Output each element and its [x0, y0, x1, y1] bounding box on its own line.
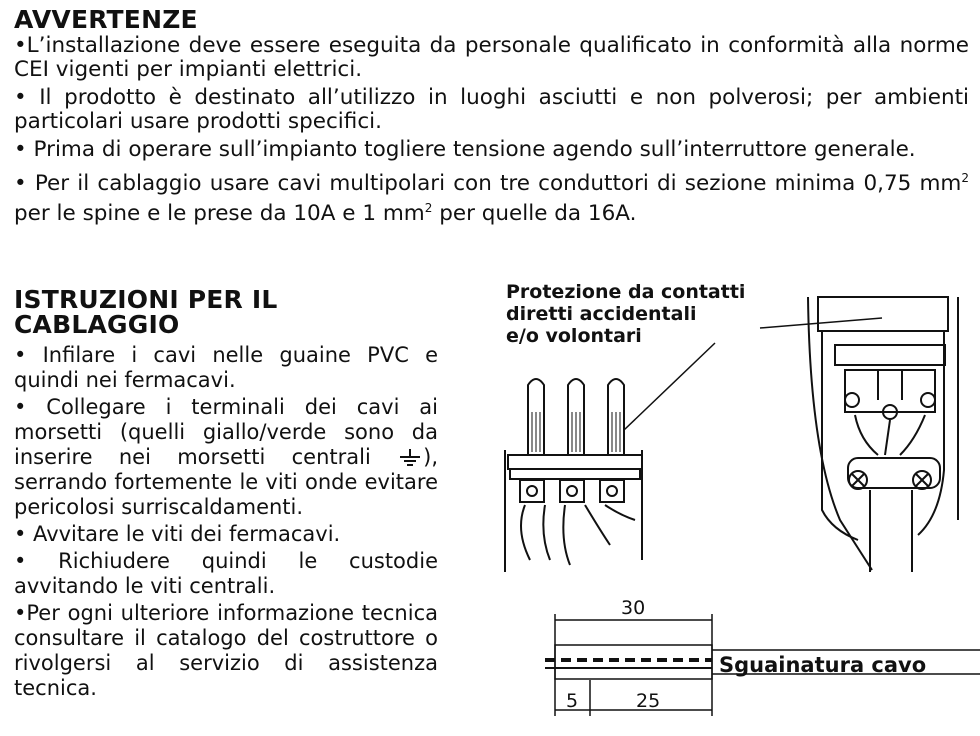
protection-label-line3: e/o volontari [506, 325, 642, 347]
warning-item-3: • Prima di operare sull’impianto togliere tensione agendo sull’interruttore generale. [14, 137, 916, 162]
cable-text-before: • Per il cablaggio usare cavi multipolari con tre conduttori di sezione minima 0,75 mm [14, 171, 962, 197]
warning-item-1: •L’installazione deve essere eseguita da personale qualificato in conformità alla norme CEI vigenti per impianti elettrici. [14, 33, 969, 82]
protection-label-line2: diretti accidentali [506, 303, 697, 325]
cable-text-after: per quelle da 16A. [432, 201, 637, 227]
warning-item-2: • Il prodotto è destinato all’utilizzo in luoghi asciutti e non polverosi; per ambienti particolari usare prodotti specifici. [14, 85, 969, 134]
wiring-title-line2: CABLAGGIO [14, 310, 180, 339]
wiring-item-4: • Richiudere quindi le custodie avvitando le viti centrali. [14, 549, 438, 598]
wiring-item-1: • Infilare i cavi nelle guaine PVC e quindi nei fermacavi. [14, 343, 438, 392]
superscript-1: 2 [961, 171, 969, 185]
plug-illustration [505, 379, 642, 572]
dimension-25: 25 [636, 690, 661, 712]
ground-symbol-icon [397, 448, 423, 468]
dimension-30: 30 [621, 597, 646, 619]
dimension-5: 5 [566, 690, 579, 712]
wiring-item-5: •Per ogni ulteriore informazione tecnica consultare il catalogo del costruttore o rivolgersi al servizio di assistenza tecnica. [14, 601, 438, 700]
protection-label-line1: Protezione da contatti [506, 281, 746, 303]
callout-leader-lines [624, 318, 882, 430]
strip-cable-label: Sguainatura cavo [719, 653, 927, 677]
cable-text-middle: per le spine e le prese da 10A e 1 mm [14, 201, 425, 227]
wiring-title-line1: ISTRUZIONI PER IL [14, 285, 278, 314]
superscript-2: 2 [424, 201, 433, 216]
wiring-instructions [14, 343, 438, 703]
wiring-item-2 [14, 395, 438, 520]
warning-item-4 [14, 166, 969, 226]
socket-illustration [808, 297, 958, 572]
wiring-item-2-text: • Collegare i terminali dei cavi ai morsetti (quelli giallo/verde sono da inserire nei morsetti centrali [14, 395, 438, 469]
wiring-item-3: • Avvitare le viti dei fermacavi. [14, 522, 341, 546]
warnings-list [14, 34, 969, 230]
warnings-title: AVVERTENZE [14, 5, 198, 34]
wiring-item-2-tail: ), serrando fortemente le viti onde evitare pericolosi surriscaldamenti. [14, 445, 438, 519]
cable-strip-drawing [545, 614, 980, 716]
